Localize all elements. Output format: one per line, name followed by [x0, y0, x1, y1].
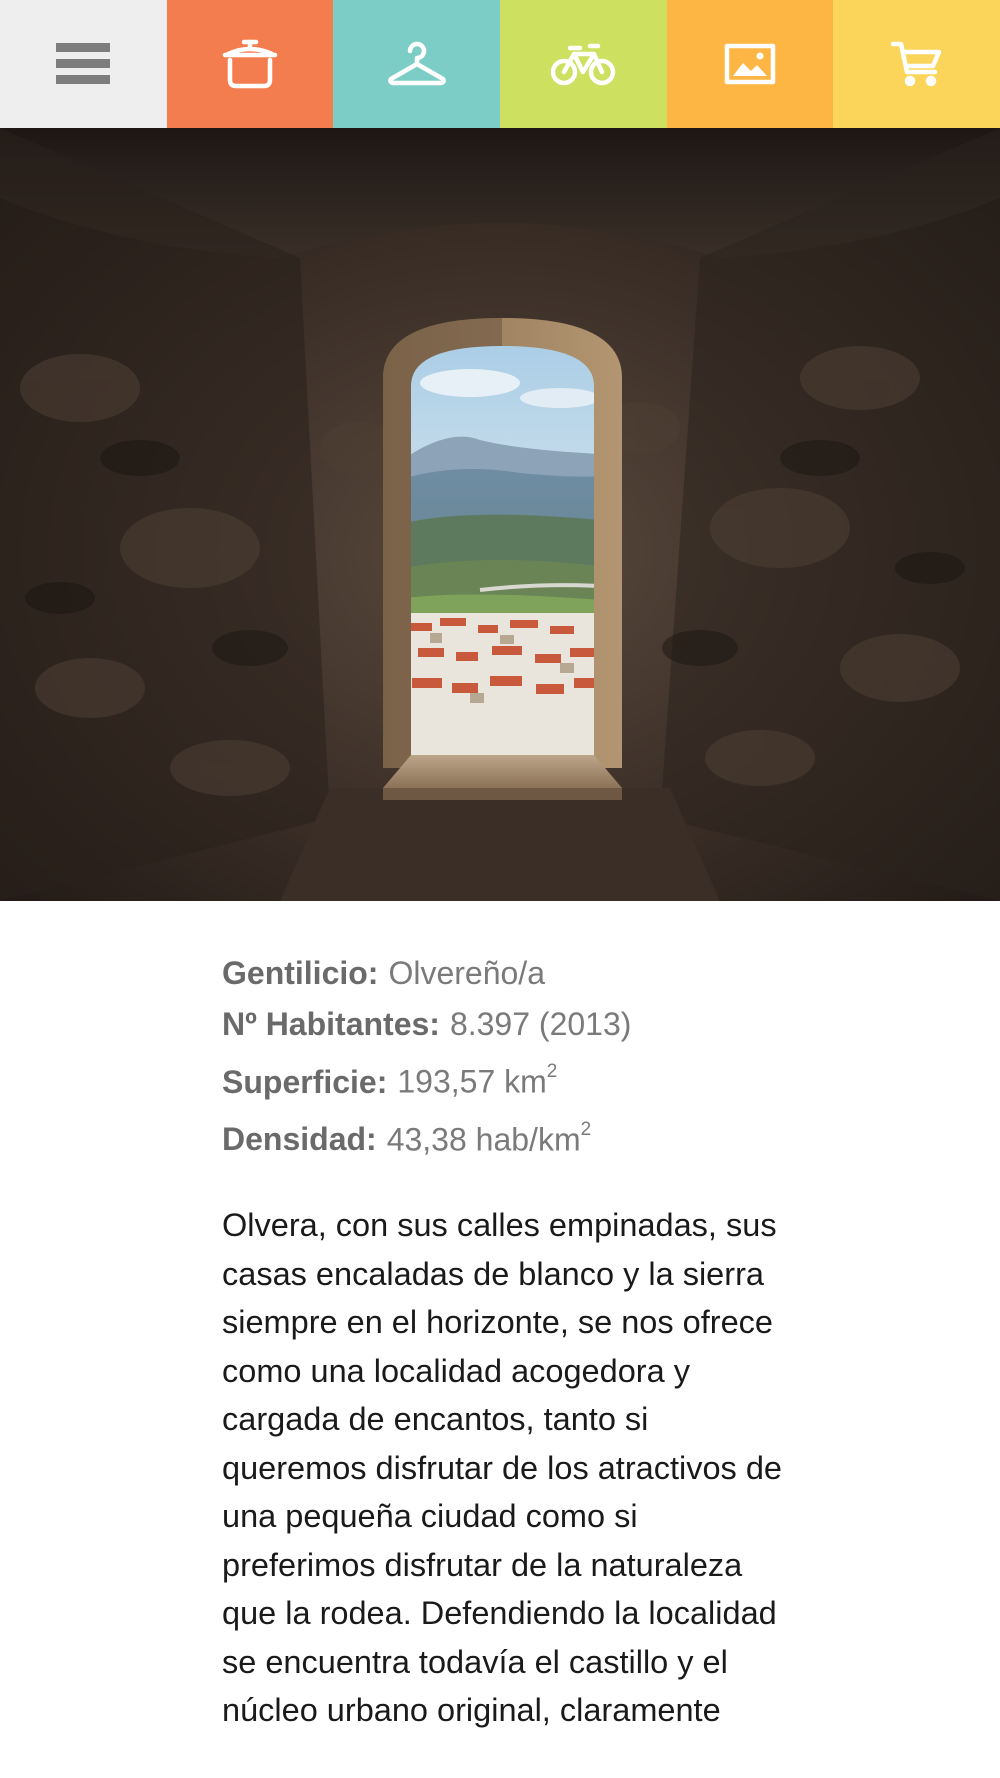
fact-value: 8.397 (2013): [449, 1006, 632, 1042]
cart-icon: [891, 40, 943, 88]
fact-label: Gentilicio:: [222, 955, 379, 991]
fact-value: 193,57 km: [397, 1063, 547, 1100]
hanger-icon: [387, 41, 447, 87]
nav-gallery-button[interactable]: [667, 0, 834, 128]
fact-value: Olvereño/a: [388, 955, 545, 991]
nav-fashion-button[interactable]: [333, 0, 500, 128]
fact-superscript: 2: [546, 1061, 558, 1082]
fact-superficie: [222, 1050, 782, 1108]
fact-densidad: [222, 1108, 782, 1166]
hero-photo: [0, 128, 1000, 901]
fact-label: Densidad:: [222, 1121, 377, 1158]
fact-habitantes: [222, 999, 782, 1050]
nav-leisure-button[interactable]: [500, 0, 667, 128]
fact-superscript: 2: [580, 1118, 592, 1140]
bicycle-icon: [550, 42, 616, 86]
fact-value: 43,38 hab/km: [386, 1121, 581, 1158]
fact-label: Nº Habitantes:: [222, 1006, 440, 1042]
cooking-pot-icon: [222, 38, 278, 90]
nav-shop-button[interactable]: [833, 0, 1000, 128]
top-nav: [0, 0, 1000, 128]
nav-menu-button[interactable]: [0, 0, 167, 128]
nav-gastronomy-button[interactable]: [167, 0, 334, 128]
municipality-facts: [222, 948, 782, 1165]
fact-label: Superficie:: [222, 1063, 388, 1100]
description-paragraph: Olvera, con sus calles empinadas, sus casas encaladas de blanco y la sierra siempre en el horizonte, se nos ofrece como una localidad acogedora y cargada de encantos, tanto si queremos disfrutar de los atractivos de una pequeña ciudad como si preferimos disfrutar de la naturaleza que la rodea. Defendiendo la localidad se encuentra todavía el castillo y el núcleo urbano original, claramente: [222, 1207, 782, 1729]
fact-gentilicio: [222, 948, 782, 999]
main-content: [222, 948, 782, 1735]
menu-icon: [56, 43, 110, 85]
castle-window-photo: [0, 128, 1000, 901]
image-icon: [724, 43, 776, 85]
